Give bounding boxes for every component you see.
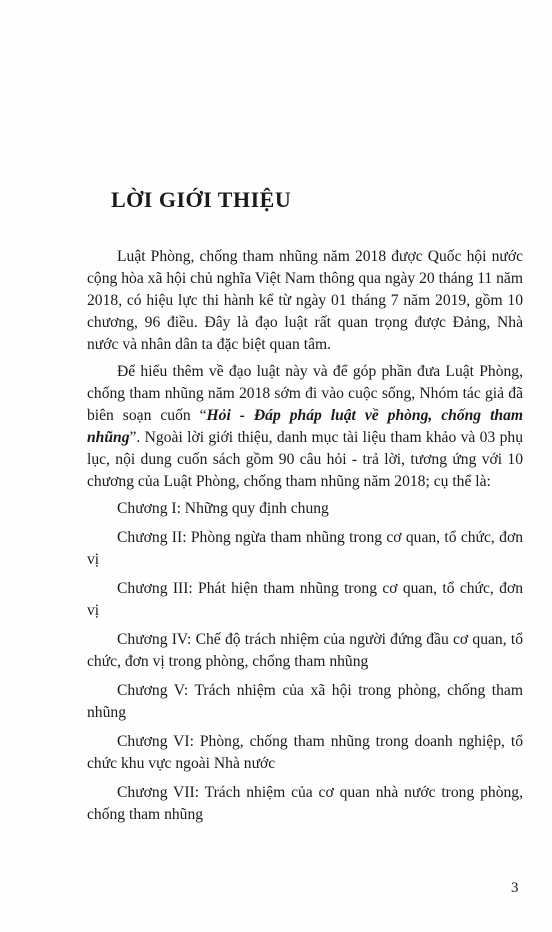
chapter-item-3: Chương III: Phát hiện tham nhũng trong cơ quan, tổ chức, đơn vị (87, 580, 523, 619)
chapter-item-2: Chương II: Phòng ngừa tham nhũng trong cơ quan, tổ chức, đơn vị (87, 529, 523, 568)
chapter-item-6: Chương VI: Phòng, chống tham nhũng trong doanh nghiệp, tổ chức khu vực ngoài Nhà nước (87, 733, 523, 772)
chapter-item-7: Chương VII: Trách nhiệm của cơ quan nhà nước trong phòng, chống tham nhũng (87, 784, 523, 823)
intro-text-before: Để hiểu thêm về đạo luật này và để góp phần đưa Luật Phòng, chống tham nhũng năm 2018 sớm đi vào cuộc sống, Nhóm tác giả đã biên soạn cuốn “ (87, 363, 523, 424)
chapter-item-5: Chương V: Trách nhiệm của xã hội trong phòng, chống tham nhũng (87, 682, 523, 721)
page-title: LỜI GIỚI THIỆU (111, 187, 292, 212)
book-title: Hỏi - Đáp pháp luật về phòng, chống tham nhũng (87, 407, 523, 446)
page-number: 3 (511, 880, 519, 896)
chapter-item-1: Chương I: Những quy định chung (117, 500, 329, 517)
intro-paragraph-1: Luật Phòng, chống tham nhũng năm 2018 được Quốc hội nước cộng hòa xã hội chủ nghĩa Việt Nam thông qua ngày 20 tháng 11 năm 2018, có hiệu lực thi hành kể từ ngày 01 tháng 7 năm 2019, gồm 10 chương, 96 điều. Đây là đạo luật rất quan trọng được Đảng, Nhà nước và nhân dân ta đặc biệt quan tâm. (87, 248, 523, 353)
intro-text-after: ”. Ngoài lời giới thiệu, danh mục tài liệu tham khảo và 03 phụ lục, nội dung cuốn sách gồm 90 câu hỏi - trả lời, tương ứng với 10 chương của Luật Phòng, chống tham nhũng năm 2018; cụ thể là: (87, 429, 523, 490)
chapter-item-4: Chương IV: Chế độ trách nhiệm của người đứng đầu cơ quan, tổ chức, đơn vị trong phòng, chống tham nhũng (87, 631, 523, 670)
intro-paragraph-2 (87, 361, 523, 493)
body-text (87, 246, 523, 833)
